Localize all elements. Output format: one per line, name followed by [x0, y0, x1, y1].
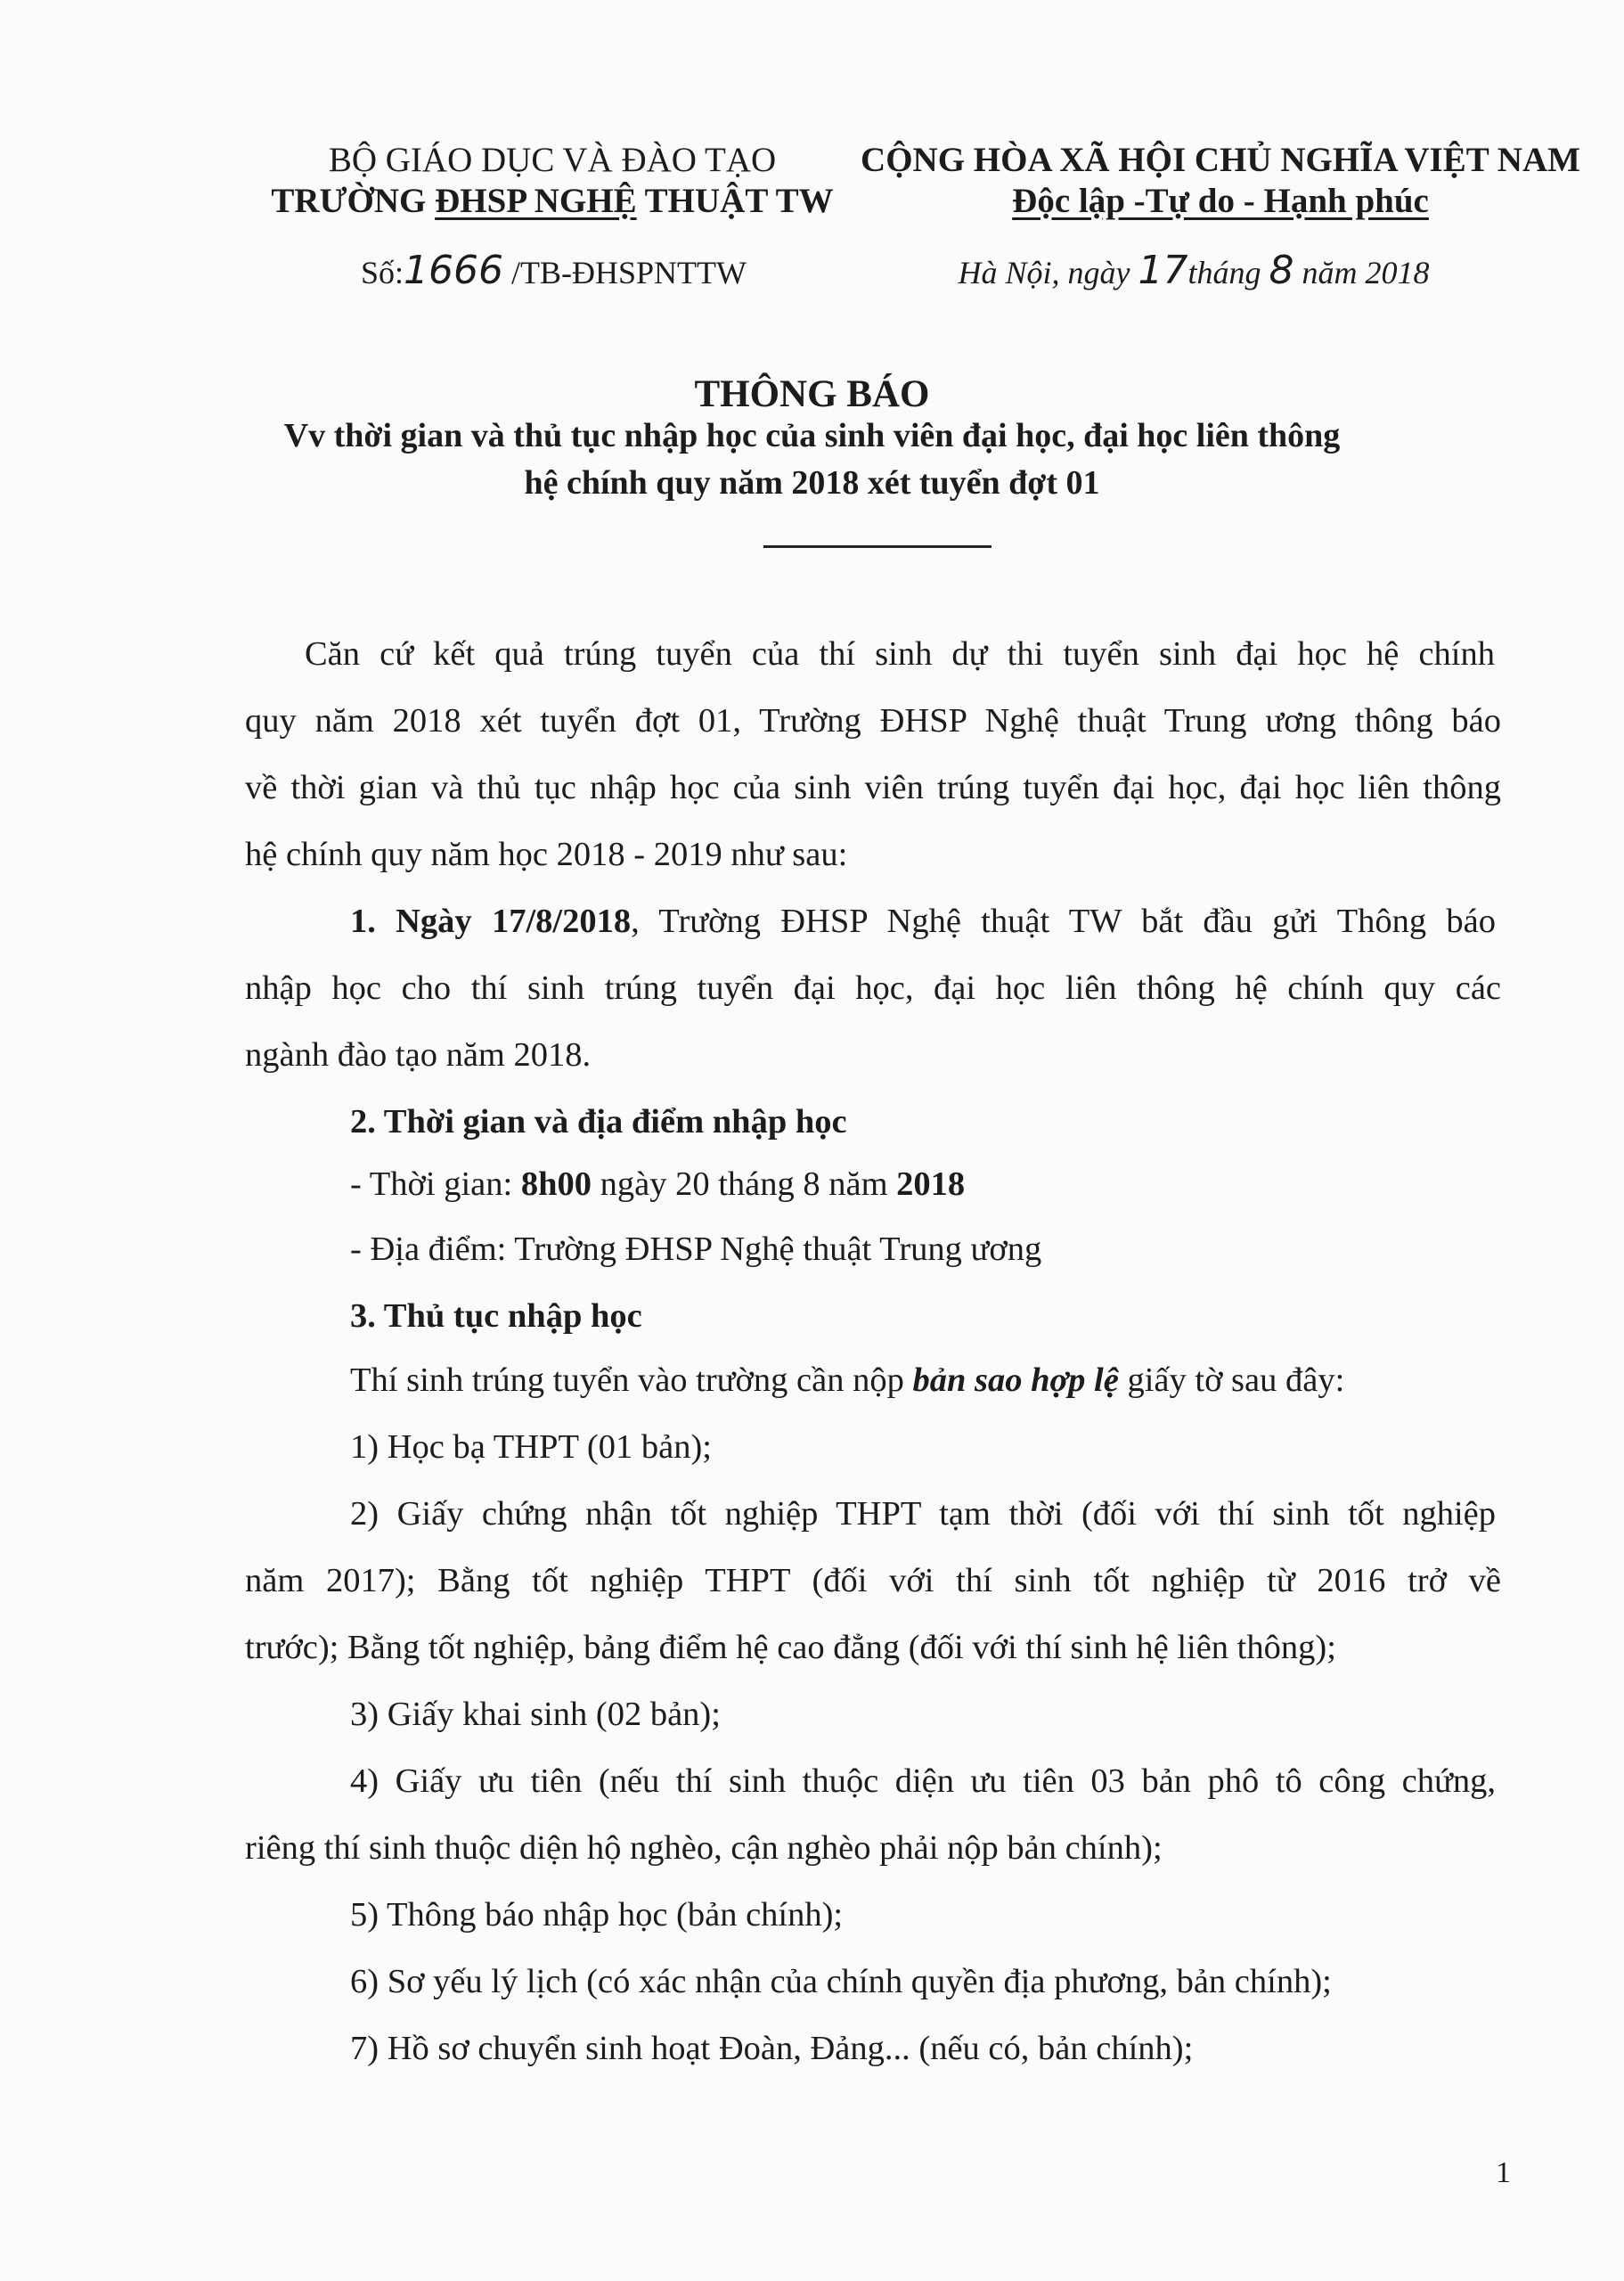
intro-line-3: về thời gian và thủ tục nhập học của sinh viên trúng tuyển đại học, đại học liên thông [245, 769, 1501, 806]
intro-line-4: hệ chính quy năm học 2018 - 2019 như sau: [245, 836, 848, 873]
list-item: 7) Hồ sơ chuyển sinh hoạt Đoàn, Đảng... (nếu có, bản chính); [350, 2030, 1194, 2067]
admission-time: - Thời gian: 8h00 ngày 20 tháng 8 năm 2018 [350, 1165, 966, 1203]
intro-line-1: Căn cứ kết quả trúng tuyển của thí sinh dự thi tuyển sinh đại học hệ chính [305, 635, 1495, 673]
section-1-line-2: nhập học cho thí sinh trúng tuyển đại học, đại học liên thông hệ chính quy các [245, 969, 1501, 1007]
section-2-heading: 2. Thời gian và địa điểm nhập học [350, 1103, 847, 1140]
handwritten-month: 8 [1269, 248, 1294, 293]
intro-line-2: quy năm 2018 xét tuyển đợt 01, Trường ĐHSP Nghệ thuật Trung ương thông báo [245, 702, 1501, 740]
document-subject-line-1: Vv thời gian và thủ tục nhập học của sinh viên đại học, đại học liên thông [283, 417, 1341, 454]
handwritten-day: 17 [1138, 248, 1188, 293]
requirements-intro: Thí sinh trúng tuyển vào trường cần nộp bản sao hợp lệ giấy tờ sau đây: [350, 1361, 1345, 1399]
handwritten-number: 1666 [404, 248, 504, 293]
section-1-line-1: 1. Ngày 17/8/2018, Trường ĐHSP Nghệ thuật TW bắt đầu gửi Thông báo [350, 903, 1496, 940]
country-name: CỘNG HÒA XÃ HỘI CHỦ NGHĨA VIỆT NAM [861, 141, 1580, 179]
document-number: Số:1666 /TB-ĐHSPNTTW [361, 248, 747, 293]
section-1-line-3: ngành đào tạo năm 2018. [245, 1036, 592, 1074]
list-item: 4) Giấy ưu tiên (nếu thí sinh thuộc diện ưu tiên 03 bản phô tô công chứng, [350, 1762, 1496, 1800]
admission-place: - Địa điểm: Trường ĐHSP Nghệ thuật Trung ương [350, 1230, 1042, 1268]
ministry-name: BỘ GIÁO DỤC VÀ ĐÀO TẠO [328, 141, 777, 179]
title-divider [763, 545, 992, 548]
list-item: 3) Giấy khai sinh (02 bản); [350, 1696, 721, 1733]
list-item-continued: riêng thí sinh thuộc diện hộ nghèo, cận nghèo phải nộp bản chính); [245, 1829, 1163, 1867]
document-title: THÔNG BÁO [694, 373, 930, 415]
section-3-heading: 3. Thủ tục nhập học [350, 1297, 642, 1335]
document-date: Hà Nội, ngày 17tháng 8 năm 2018 [958, 248, 1430, 293]
list-item: 6) Sơ yếu lý lịch (có xác nhận của chính quyền địa phương, bản chính); [350, 1963, 1332, 2000]
school-name: TRƯỜNG ĐHSP NGHỆ THUẬT TW [271, 182, 834, 220]
document-subject-line-2: hệ chính quy năm 2018 xét tuyển đợt 01 [524, 464, 1100, 502]
list-item-continued: năm 2017); Bằng tốt nghiệp THPT (đối với thí sinh tốt nghiệp từ 2016 trở về [245, 1562, 1501, 1599]
list-item: 1) Học bạ THPT (01 bản); [350, 1428, 712, 1466]
list-item-continued: trước); Bằng tốt nghiệp, bảng điểm hệ cao đẳng (đối với thí sinh hệ liên thông); [245, 1629, 1336, 1666]
page-number: 1 [1496, 2156, 1511, 2189]
list-item: 2) Giấy chứng nhận tốt nghiệp THPT tạm thời (đối với thí sinh tốt nghiệp [350, 1495, 1496, 1533]
list-item: 5) Thông báo nhập học (bản chính); [350, 1896, 844, 1934]
national-motto: Độc lập -Tự do - Hạnh phúc [1012, 182, 1429, 220]
